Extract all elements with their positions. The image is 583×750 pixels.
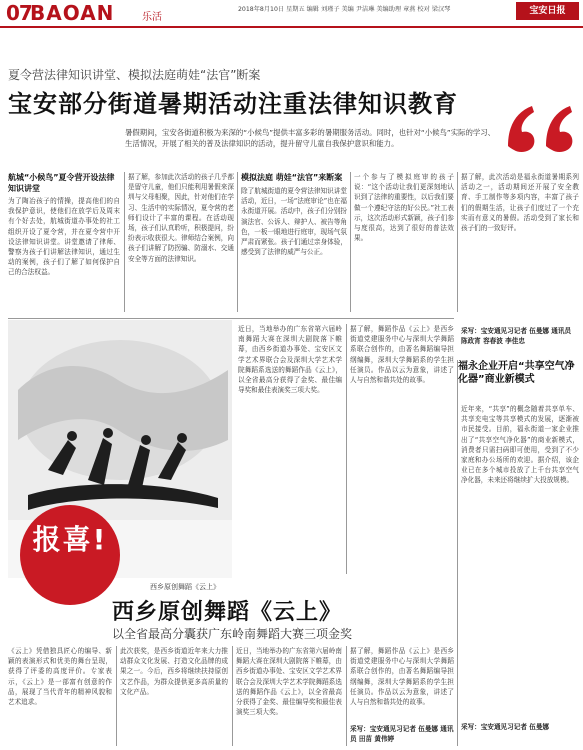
article2-col-e: 近日，当地举办的广东省第六届岭南舞蹈大赛在深圳大剧院落下帷幕，由西乡街道办事处、宝安区文学艺术界联合会及深圳大学艺术学院舞蹈系选送的舞蹈作品《云上》，以全省最高分获得了金奖、最佳编导奖和最佳表演奖三项大奖。 <box>236 647 342 717</box>
column-divider <box>346 646 347 746</box>
article2-col-c: 《云上》凭借独具匠心的编导、新颖的表演形式和优美的舞台呈现，获得了评委的高度评价。专家表示，《云上》是一部富有创意的作品，展现了当代青年的精神风貌和艺术追求。 <box>8 647 112 707</box>
quote-mark-icon <box>502 96 582 156</box>
article1-col5-text: 据了解，此次活动是福永街道暑期系列活动之一，活动期间还开展了安全教育、手工制作等多项内容，丰富了孩子们的假期生活，让孩子们度过了一个充实而有意义的暑假。活动受到了家长和孩子们的一致好评。 <box>461 173 579 233</box>
article1-col3-text: 除了航城街道的夏令营法律知识讲堂活动，近日，一场“法庭审论”也在福永街道开展。活动中，孩子们分别扮演法官、公诉人、辩护人、被告等角色，一板一眼地进行庭审，现场气氛严肃而紧张。孩子们通过亲身体验，感受到了法律的威严与公正。 <box>241 187 347 257</box>
brand-name: BAOAN <box>30 1 115 25</box>
article2-col-b: 据了解，舞蹈作品《云上》是西乡街道党建服务中心与深圳大学舞蹈系联合创作的，由著名舞蹈编导担纲编舞，深圳大学舞蹈系的学生担任演员。作品以云为意象，讲述了人与自然和谐共处的故事。 <box>350 325 454 385</box>
article3-box <box>458 360 580 386</box>
article1-headline: 宝安部分街道暑期活动注重法律知识教育 <box>8 90 458 118</box>
issue-meta: 2018年8月10日 星期五 编辑 刘瑾子 美编 尹洁琳 美编助理 章燕 校对 梁汉琴 <box>238 6 451 13</box>
column-divider <box>350 172 351 312</box>
column-divider <box>124 172 125 312</box>
page-number: 07 <box>6 1 32 25</box>
column-divider <box>237 172 238 312</box>
column-divider <box>346 324 347 574</box>
newspaper-logo: 宝安日报 <box>516 2 579 20</box>
article3-headline: 福永企业开启“共享空气净化器”商业新模式 <box>458 361 575 385</box>
column-divider <box>232 646 233 746</box>
article1-col2-text: 据了解，参加此次活动的孩子几乎都是留守儿童，他们只能利用暑假来深圳与父母相聚，因此，针对他们在学习、生活中的实际情况，夏令营的老师们设计了丰富的课程。在活动现场，孩子们认真聆听，积极提问，纷纷表示收获很大。律师结合案例，向孩子们讲解了防拐骗、防溺水、交通安全等方面的法律知识。 <box>128 173 234 263</box>
article2-signature: 采写：宝安通见习记者 伍曼娜 通讯员 田苗 黄伟婷 <box>350 725 454 744</box>
article3-text: 近年来，“共享”的概念随着共享单车、共享充电宝等共享模式的发展，逐渐被市民接受。目前，福永街道一家企业推出了“共享空气净化器”的商业新模式，消费者只需扫码即可使用，受到了不少家庭和办公场所的欢迎。据介绍，该企业已在多个城市投放了上千台共享空气净化器，未来还将继续扩大投放规模。 <box>461 405 579 485</box>
article1-col4-text: 一个参与了模拟庭审的孩子说：“这个活动让我们更深刻地认识到了法律的重要性，以后我们要做一个遵纪守法的好公民。”社工表示，这次活动形式新颖，孩子们参与度很高，达到了很好的普法效果。 <box>354 173 454 243</box>
column-divider <box>457 360 458 746</box>
column-divider <box>116 646 117 746</box>
article2-col-f: 据了解，舞蹈作品《云上》是西乡街道党建服务中心与深圳大学舞蹈系联合创作的，由著名舞蹈编导担纲编舞，深圳大学舞蹈系的学生担任演员。作品以云为意象，讲述了人与自然和谐共处的故事。 <box>350 647 454 707</box>
article2-col-d: 此次获奖，是西乡街道近年来大力推动群众文化发展、打造文化品牌的成果之一。今后，西乡将继续扶持原创文艺作品，为群众提供更多高质量的文化产品。 <box>120 647 228 696</box>
article3-signature: 采写：宝安通见习记者 伍曼娜 <box>461 723 550 731</box>
article1-col1-text: 为了陶冶孩子的情操，提高他们的自我保护意识，使他们在放学后及周末有个好去处，航城街道办事处的社工组织开设了夏令营，并在夏令营中开设法律知识讲堂。讲堂邀请了律师、警察为孩子们讲解法律知识，通过生动的案例，孩子们了解了如何保护自己的合法权益。 <box>8 197 120 277</box>
article2-col-a: 近日，当地举办的广东省第六届岭南舞蹈大赛在深圳大剧院落下帷幕，由西乡街道办事处、宝安区文学艺术界联合会及深圳大学艺术学院舞蹈系选送的舞蹈作品《云上》，以全省最高分获得了金奖、最佳编导奖和最佳表演奖三项大奖。 <box>238 325 342 395</box>
photo-caption: 西乡原创舞蹈《云上》 <box>150 583 220 591</box>
article1-lead: 暑假期间，宝安各街道积极为来深的“小候鸟”提供丰富多彩的暑期服务活动。同时，也针对“小候鸟”实际的学习、生活情况，开展了相关的普及法律知识的活动，提升留守儿童自我保护意识和能力。 <box>125 128 496 148</box>
section-divider <box>8 318 454 319</box>
article1-signature: 采写：宝安通见习记者 伍曼娜 通讯员 陈政宵 容春波 李佳忠 <box>461 327 572 346</box>
section-name: 乐活 <box>142 12 162 23</box>
article1-kicker: 夏令营法律知识讲堂、模拟法庭萌娃“法官”断案 <box>8 68 261 82</box>
article2-headline: 西乡原创舞蹈《云上》 <box>112 600 343 625</box>
badge-label: 报喜! <box>32 523 108 556</box>
article2-subhead: 以全省最高分囊获广东岭南舞蹈大赛三项金奖 <box>112 627 353 641</box>
article1-col3-heading: 模拟法庭 萌娃“法官”来断案 <box>241 173 343 182</box>
article1-col1-heading: 航城“小候鸟”夏令营开设法律知识讲堂 <box>8 173 115 193</box>
column-divider <box>457 172 458 312</box>
